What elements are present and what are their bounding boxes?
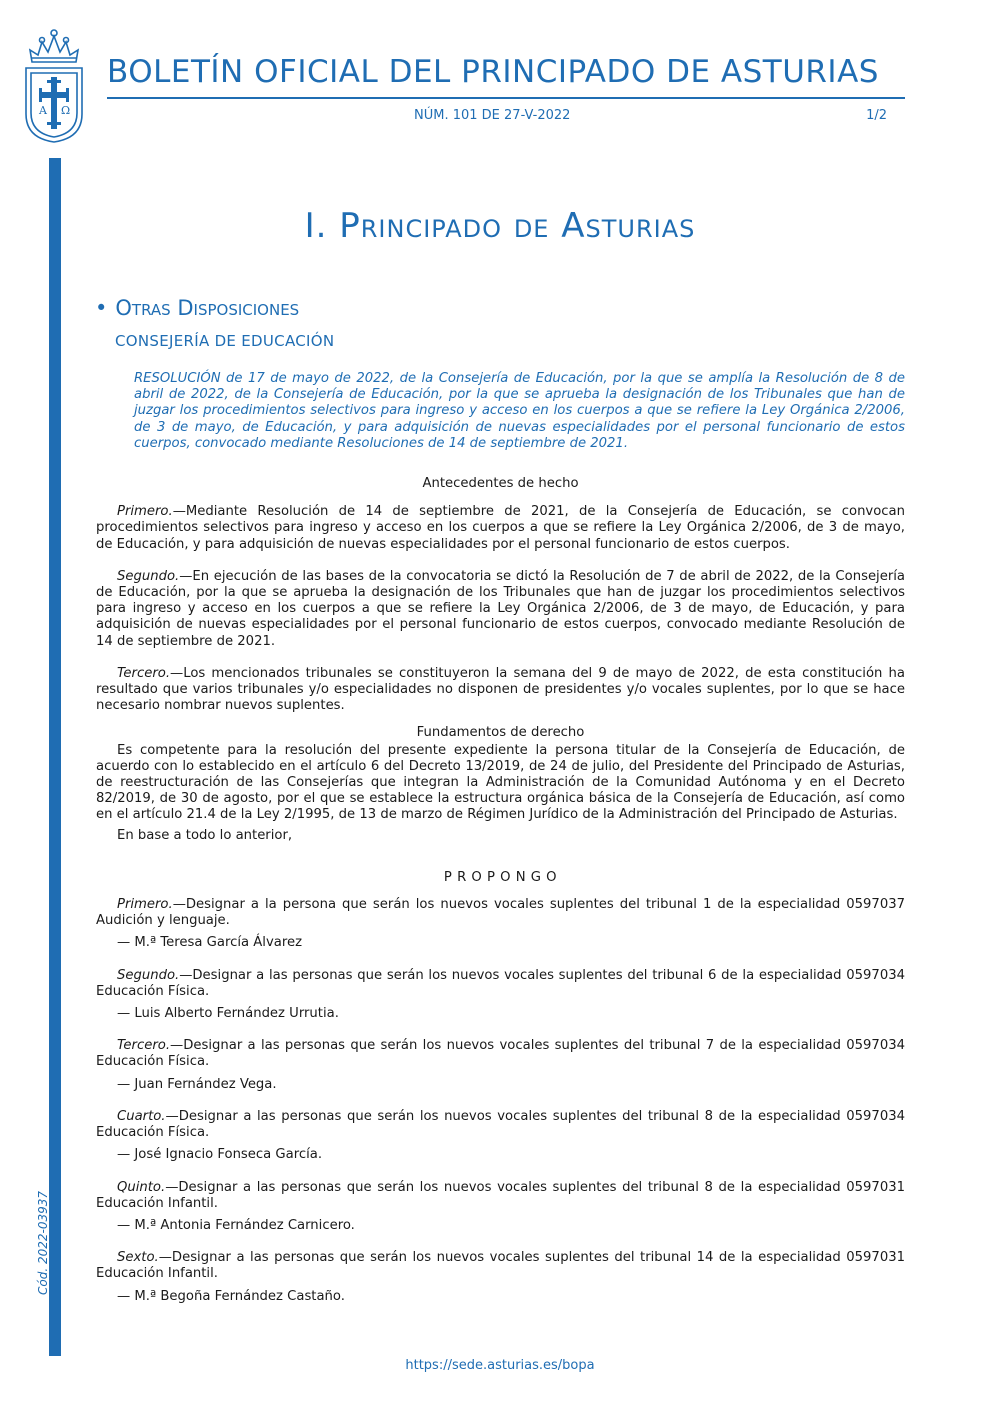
page-number: 1/2	[866, 108, 887, 123]
fundamentos-heading: Fundamentos de derecho	[416, 725, 585, 741]
propongo-paragraph: Primero.—Designar a la persona que serán los nuevos vocales suplentes del tribunal 1 de la especialidad 0597037 Audición y lenguaje.	[96, 897, 905, 929]
propongo-paragraph: Segundo.—Designar a las personas que serán los nuevos vocales suplentes del tribunal 6 de la especialidad 0597034 Educación Física.	[96, 967, 905, 999]
subsection-heading	[95, 296, 299, 320]
department-name: CONSEJERÍA DE EDUCACIÓN	[115, 332, 335, 350]
section-title: I. Principado de Asturias	[304, 206, 696, 246]
bulletin-title: BOLETÍN OFICIAL DEL PRINCIPADO DE ASTURIAS	[107, 54, 879, 90]
subsection-title: Otras Disposiciones	[115, 296, 300, 320]
antecedentes-heading: Antecedentes de hecho	[422, 476, 579, 491]
svg-text:A: A	[39, 104, 47, 117]
designated-person: — Juan Fernández Vega.	[117, 1076, 277, 1092]
footer-url-link[interactable]: https://sede.asturias.es/bopa	[405, 1358, 595, 1373]
bullet-icon: •	[95, 296, 108, 320]
antecedente-paragraph: Segundo.—En ejecución de las bases de la convocatoria se dictó la Resolución de 7 de abril de 2022, de la Consejería de Educación, por la que se aprueba la designación de los Tribunales que han de juzgar los procedimientos selectivos para ingreso y acceso en los cuerpos a que se refiere la Ley Orgánica 2/2006, de 3 de mayo, de Educación, y para adquisición de nuevas especialidades por el personal funcionario de estos cuerpos, convocado mediante Resolución de 14 de septiembre de 2021.	[96, 568, 905, 649]
designated-person: — M.ª Antonia Fernández Carnicero.	[117, 1217, 355, 1233]
masthead	[107, 52, 905, 99]
designated-person: — M.ª Begoña Fernández Castaño.	[117, 1288, 345, 1304]
propongo-paragraph: Cuarto.—Designar a las personas que serán los nuevos vocales suplentes del tribunal 8 de la especialidad 0597034 Educación Física.	[96, 1108, 905, 1141]
document-body	[96, 476, 905, 1305]
asturias-coat-of-arms-icon	[22, 22, 86, 144]
antecedente-paragraph: Primero.—Mediante Resolución de 14 de septiembre de 2021, de la Consejería de Educación, se convocan procedimientos selectivos para ingreso y acceso en los cuerpos a que se refiere la Ley Orgánica 2/2006, de 3 de mayo, de Educación, y para adquisición de nuevas especialidades por el personal funcionario de estos cuerpos.	[96, 504, 905, 552]
propongo-heading: P R O P O N G O	[443, 869, 558, 885]
document-code: Cód. 2022-03937	[36, 1190, 50, 1295]
antecedente-paragraph: Tercero.—Los mencionados tribunales se constituyeron la semana del 9 de mayo de 2022, de esta constitución ha resultado que varios tribunales y/o especialidades no disponen de presidentes y/o vocales suplentes, por lo que se hace necesario nombrar nuevos suplentes.	[96, 665, 905, 714]
closing-line: En base a todo lo anterior,	[117, 827, 293, 843]
designated-person: — Luis Alberto Fernández Urrutia.	[117, 1006, 339, 1022]
issue-number: NÚM. 101 DE 27-V-2022	[414, 108, 571, 123]
side-bar	[49, 158, 61, 1356]
propongo-paragraph: Tercero.—Designar a las personas que serán los nuevos vocales suplentes del tribunal 7 de la especialidad 0597034 Educación Física.	[96, 1038, 905, 1070]
header-rule	[107, 97, 905, 99]
designated-person: — M.ª Teresa García Álvarez	[117, 935, 303, 951]
resolution-summary: RESOLUCIÓN de 17 de mayo de 2022, de la Consejería de Educación, por la que se amplía la Resolución de 8 de abril de 2022, de la Consejería de Educación, por la que se aprueba la designación de los Tribunales que han de juzgar los procedimientos selectivos para ingreso y acceso en los cuerpos a que se refiere la Ley Orgánica 2/2006, de 3 de mayo, de Educación, y para adquisición de nuevas especialidades por el personal funcionario de estos cuerpos, convocado mediante Resoluciones de 14 de septiembre de 2021.	[134, 371, 905, 451]
propongo-paragraph: Sexto.—Designar a las personas que serán los nuevos vocales suplentes del tribunal 14 de la especialidad 0597031 Educación Infantil.	[96, 1250, 905, 1282]
propongo-paragraph: Quinto.—Designar a las personas que serán los nuevos vocales suplentes del tribunal 8 de la especialidad 0597031 Educación Infantil.	[96, 1179, 905, 1211]
svg-text:Ω: Ω	[61, 104, 71, 117]
fundamentos-paragraph: Es competente para la resolución del presente expediente la persona titular de la Consejería de Educación, de acuerdo con lo establecido en el artículo 6 del Decreto 13/2019, de 24 de julio, del Presidente del Principado de Asturias, de reestructuración de las Consejerías que integran la Administración de la Comunidad Autónoma y en el Decreto 82/2019, de 30 de agosto, por el que se establece la estructura orgánica básica de la Consejería de Educación, así como en el artículo 21.4 de la Ley 2/1995, de 13 de marzo de Régimen Jurídico de la Administración del Principado de Asturias.	[96, 742, 905, 823]
designated-person: — José Ignacio Fonseca García.	[117, 1147, 323, 1163]
